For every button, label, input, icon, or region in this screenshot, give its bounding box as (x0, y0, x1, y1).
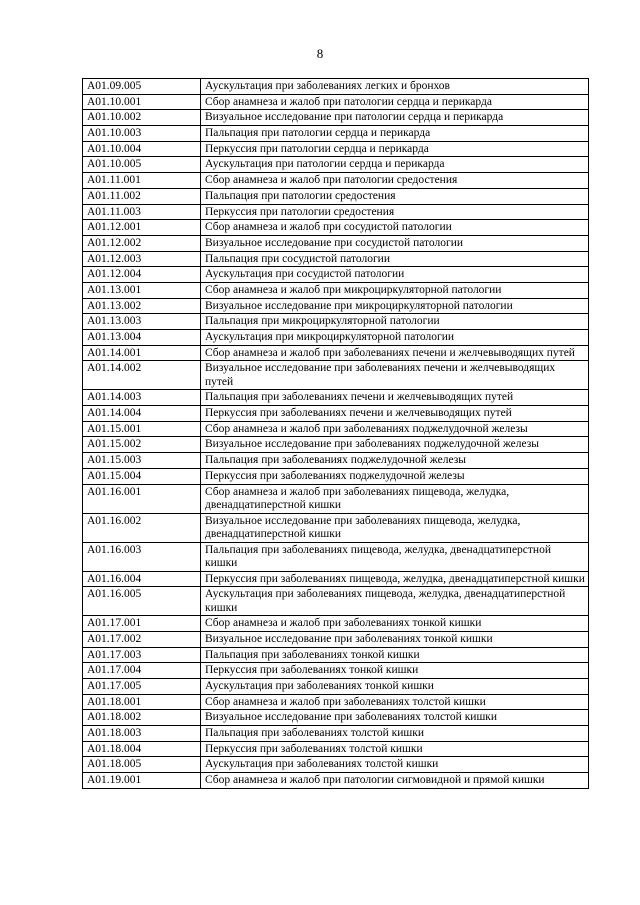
table-row (83, 390, 589, 406)
table-row (83, 421, 589, 437)
procedure-code-cell: A01.10.002 (83, 110, 201, 126)
table-row (83, 513, 589, 542)
procedure-name-cell: Аускультация при сосудистой патологии (201, 267, 589, 283)
procedure-code-cell: A01.17.004 (83, 663, 201, 679)
procedure-name-cell: Аускультация при заболеваниях пищевода, желудка, двенадцатиперстной кишки (201, 587, 589, 616)
table-row (83, 741, 589, 757)
procedure-name-cell: Перкуссия при заболеваниях пищевода, желудка, двенадцатиперстной кишки (201, 571, 589, 587)
procedure-name-cell: Визуальное исследование при патологии сердца и перикарда (201, 110, 589, 126)
procedure-code-cell: A01.17.001 (83, 616, 201, 632)
table-row (83, 204, 589, 220)
table-row (83, 726, 589, 742)
table-row (83, 173, 589, 189)
procedure-name-cell: Визуальное исследование при заболеваниях поджелудочной железы (201, 437, 589, 453)
procedure-code-cell: A01.11.003 (83, 204, 201, 220)
table-row (83, 571, 589, 587)
table-row (83, 647, 589, 663)
procedure-code-cell: A01.13.001 (83, 282, 201, 298)
table-row (83, 141, 589, 157)
procedure-code-cell: A01.14.001 (83, 345, 201, 361)
table-row (83, 282, 589, 298)
procedure-code-cell: A01.12.003 (83, 251, 201, 267)
procedure-code-cell: A01.14.004 (83, 406, 201, 422)
procedure-code-cell: A01.09.005 (83, 79, 201, 95)
procedure-code-cell: A01.18.001 (83, 694, 201, 710)
table-row (83, 267, 589, 283)
table-row (83, 251, 589, 267)
procedure-code-cell: A01.17.005 (83, 678, 201, 694)
procedure-name-cell: Сбор анамнеза и жалоб при сосудистой патологии (201, 220, 589, 236)
procedure-name-cell: Пальпация при заболеваниях толстой кишки (201, 726, 589, 742)
procedure-name-cell: Визуальное исследование при сосудистой патологии (201, 235, 589, 251)
procedure-name-cell: Пальпация при заболеваниях пищевода, желудка, двенадцатиперстной кишки (201, 542, 589, 571)
procedure-code-cell: A01.10.005 (83, 157, 201, 173)
procedure-code-cell: A01.12.001 (83, 220, 201, 236)
procedure-code-cell: A01.11.001 (83, 173, 201, 189)
procedure-name-cell: Пальпация при патологии сердца и перикарда (201, 126, 589, 142)
procedure-code-cell: A01.10.004 (83, 141, 201, 157)
table-row (83, 484, 589, 513)
procedure-name-cell: Перкуссия при патологии средостения (201, 204, 589, 220)
procedure-code-cell: A01.13.003 (83, 314, 201, 330)
procedure-name-cell: Сбор анамнеза и жалоб при заболеваниях печени и желчевыводящих путей (201, 345, 589, 361)
procedure-name-cell: Визуальное исследование при микроциркуляторной патологии (201, 298, 589, 314)
procedure-name-cell: Пальпация при заболеваниях тонкой кишки (201, 647, 589, 663)
procedure-code-cell: A01.14.002 (83, 361, 201, 390)
procedure-code-cell: A01.17.002 (83, 631, 201, 647)
procedure-code-cell: A01.11.002 (83, 188, 201, 204)
procedure-code-cell: A01.10.001 (83, 94, 201, 110)
procedure-name-cell: Аускультация при патологии сердца и перикарда (201, 157, 589, 173)
table-row (83, 587, 589, 616)
procedure-name-cell: Визуальное исследование при заболеваниях пищевода, желудка, двенадцатиперстной кишки (201, 513, 589, 542)
table-body (83, 79, 589, 789)
procedure-code-cell: A01.15.004 (83, 468, 201, 484)
procedure-name-cell: Пальпация при сосудистой патологии (201, 251, 589, 267)
procedure-name-cell: Сбор анамнеза и жалоб при заболеваниях толстой кишки (201, 694, 589, 710)
procedure-code-cell: A01.16.002 (83, 513, 201, 542)
procedure-code-cell: A01.15.002 (83, 437, 201, 453)
table-row (83, 757, 589, 773)
procedure-code-cell: A01.17.003 (83, 647, 201, 663)
table-row (83, 453, 589, 469)
procedure-codes-table (82, 78, 589, 789)
table-row (83, 188, 589, 204)
procedure-name-cell: Аускультация при заболеваниях легких и бронхов (201, 79, 589, 95)
table-row (83, 126, 589, 142)
procedure-name-cell: Сбор анамнеза и жалоб при микроциркуляторной патологии (201, 282, 589, 298)
table-row (83, 406, 589, 422)
procedure-code-cell: A01.13.002 (83, 298, 201, 314)
table-row (83, 468, 589, 484)
table-row (83, 314, 589, 330)
procedure-code-cell: A01.14.003 (83, 390, 201, 406)
procedure-name-cell: Пальпация при заболеваниях поджелудочной железы (201, 453, 589, 469)
page-number: 8 (316, 46, 324, 61)
procedure-code-cell: A01.16.003 (83, 542, 201, 571)
procedure-code-cell: A01.18.002 (83, 710, 201, 726)
procedure-name-cell: Сбор анамнеза и жалоб при заболеваниях пищевода, желудка, двенадцатиперстной кишки (201, 484, 589, 513)
table-row (83, 631, 589, 647)
procedure-code-cell: A01.12.004 (83, 267, 201, 283)
procedure-code-cell: A01.18.005 (83, 757, 201, 773)
table-row (83, 710, 589, 726)
procedure-name-cell: Сбор анамнеза и жалоб при патологии средостения (201, 173, 589, 189)
procedure-code-cell: A01.16.001 (83, 484, 201, 513)
procedure-code-cell: A01.12.002 (83, 235, 201, 251)
table-row (83, 94, 589, 110)
procedure-name-cell: Визуальное исследование при заболеваниях толстой кишки (201, 710, 589, 726)
procedure-code-cell: A01.15.001 (83, 421, 201, 437)
procedure-code-cell: A01.13.004 (83, 330, 201, 346)
table-row (83, 330, 589, 346)
table-row (83, 773, 589, 789)
table-row (83, 678, 589, 694)
procedure-name-cell: Пальпация при микроциркуляторной патологии (201, 314, 589, 330)
table-row (83, 157, 589, 173)
procedure-name-cell: Пальпация при патологии средостения (201, 188, 589, 204)
procedure-code-cell: A01.18.003 (83, 726, 201, 742)
procedure-name-cell: Аускультация при микроциркуляторной патологии (201, 330, 589, 346)
table-row (83, 298, 589, 314)
procedure-code-cell: A01.18.004 (83, 741, 201, 757)
procedure-name-cell: Сбор анамнеза и жалоб при патологии сигмовидной и прямой кишки (201, 773, 589, 789)
procedure-name-cell: Перкуссия при заболеваниях поджелудочной железы (201, 468, 589, 484)
procedure-name-cell: Визуальное исследование при заболеваниях тонкой кишки (201, 631, 589, 647)
procedure-name-cell: Сбор анамнеза и жалоб при заболеваниях поджелудочной железы (201, 421, 589, 437)
table-row (83, 79, 589, 95)
table-row (83, 437, 589, 453)
procedure-name-cell: Перкуссия при заболеваниях тонкой кишки (201, 663, 589, 679)
procedure-name-cell: Сбор анамнеза и жалоб при патологии сердца и перикарда (201, 94, 589, 110)
table-row (83, 235, 589, 251)
procedure-name-cell: Пальпация при заболеваниях печени и желчевыводящих путей (201, 390, 589, 406)
procedure-name-cell: Перкуссия при заболеваниях толстой кишки (201, 741, 589, 757)
procedure-name-cell: Аускультация при заболеваниях толстой кишки (201, 757, 589, 773)
procedure-name-cell: Сбор анамнеза и жалоб при заболеваниях тонкой кишки (201, 616, 589, 632)
procedure-name-cell: Перкуссия при патологии сердца и перикарда (201, 141, 589, 157)
procedure-code-cell: A01.16.005 (83, 587, 201, 616)
table-row (83, 694, 589, 710)
procedure-name-cell: Аускультация при заболеваниях тонкой кишки (201, 678, 589, 694)
table-row (83, 361, 589, 390)
table-row (83, 616, 589, 632)
procedure-name-cell: Визуальное исследование при заболеваниях печени и желчевыводящих путей (201, 361, 589, 390)
procedure-code-cell: A01.16.004 (83, 571, 201, 587)
table-row (83, 110, 589, 126)
table-row (83, 345, 589, 361)
procedure-name-cell: Перкуссия при заболеваниях печени и желчевыводящих путей (201, 406, 589, 422)
procedure-code-cell: A01.19.001 (83, 773, 201, 789)
table-row (83, 663, 589, 679)
procedure-code-cell: A01.15.003 (83, 453, 201, 469)
table-row (83, 220, 589, 236)
procedure-code-cell: A01.10.003 (83, 126, 201, 142)
table-row (83, 542, 589, 571)
